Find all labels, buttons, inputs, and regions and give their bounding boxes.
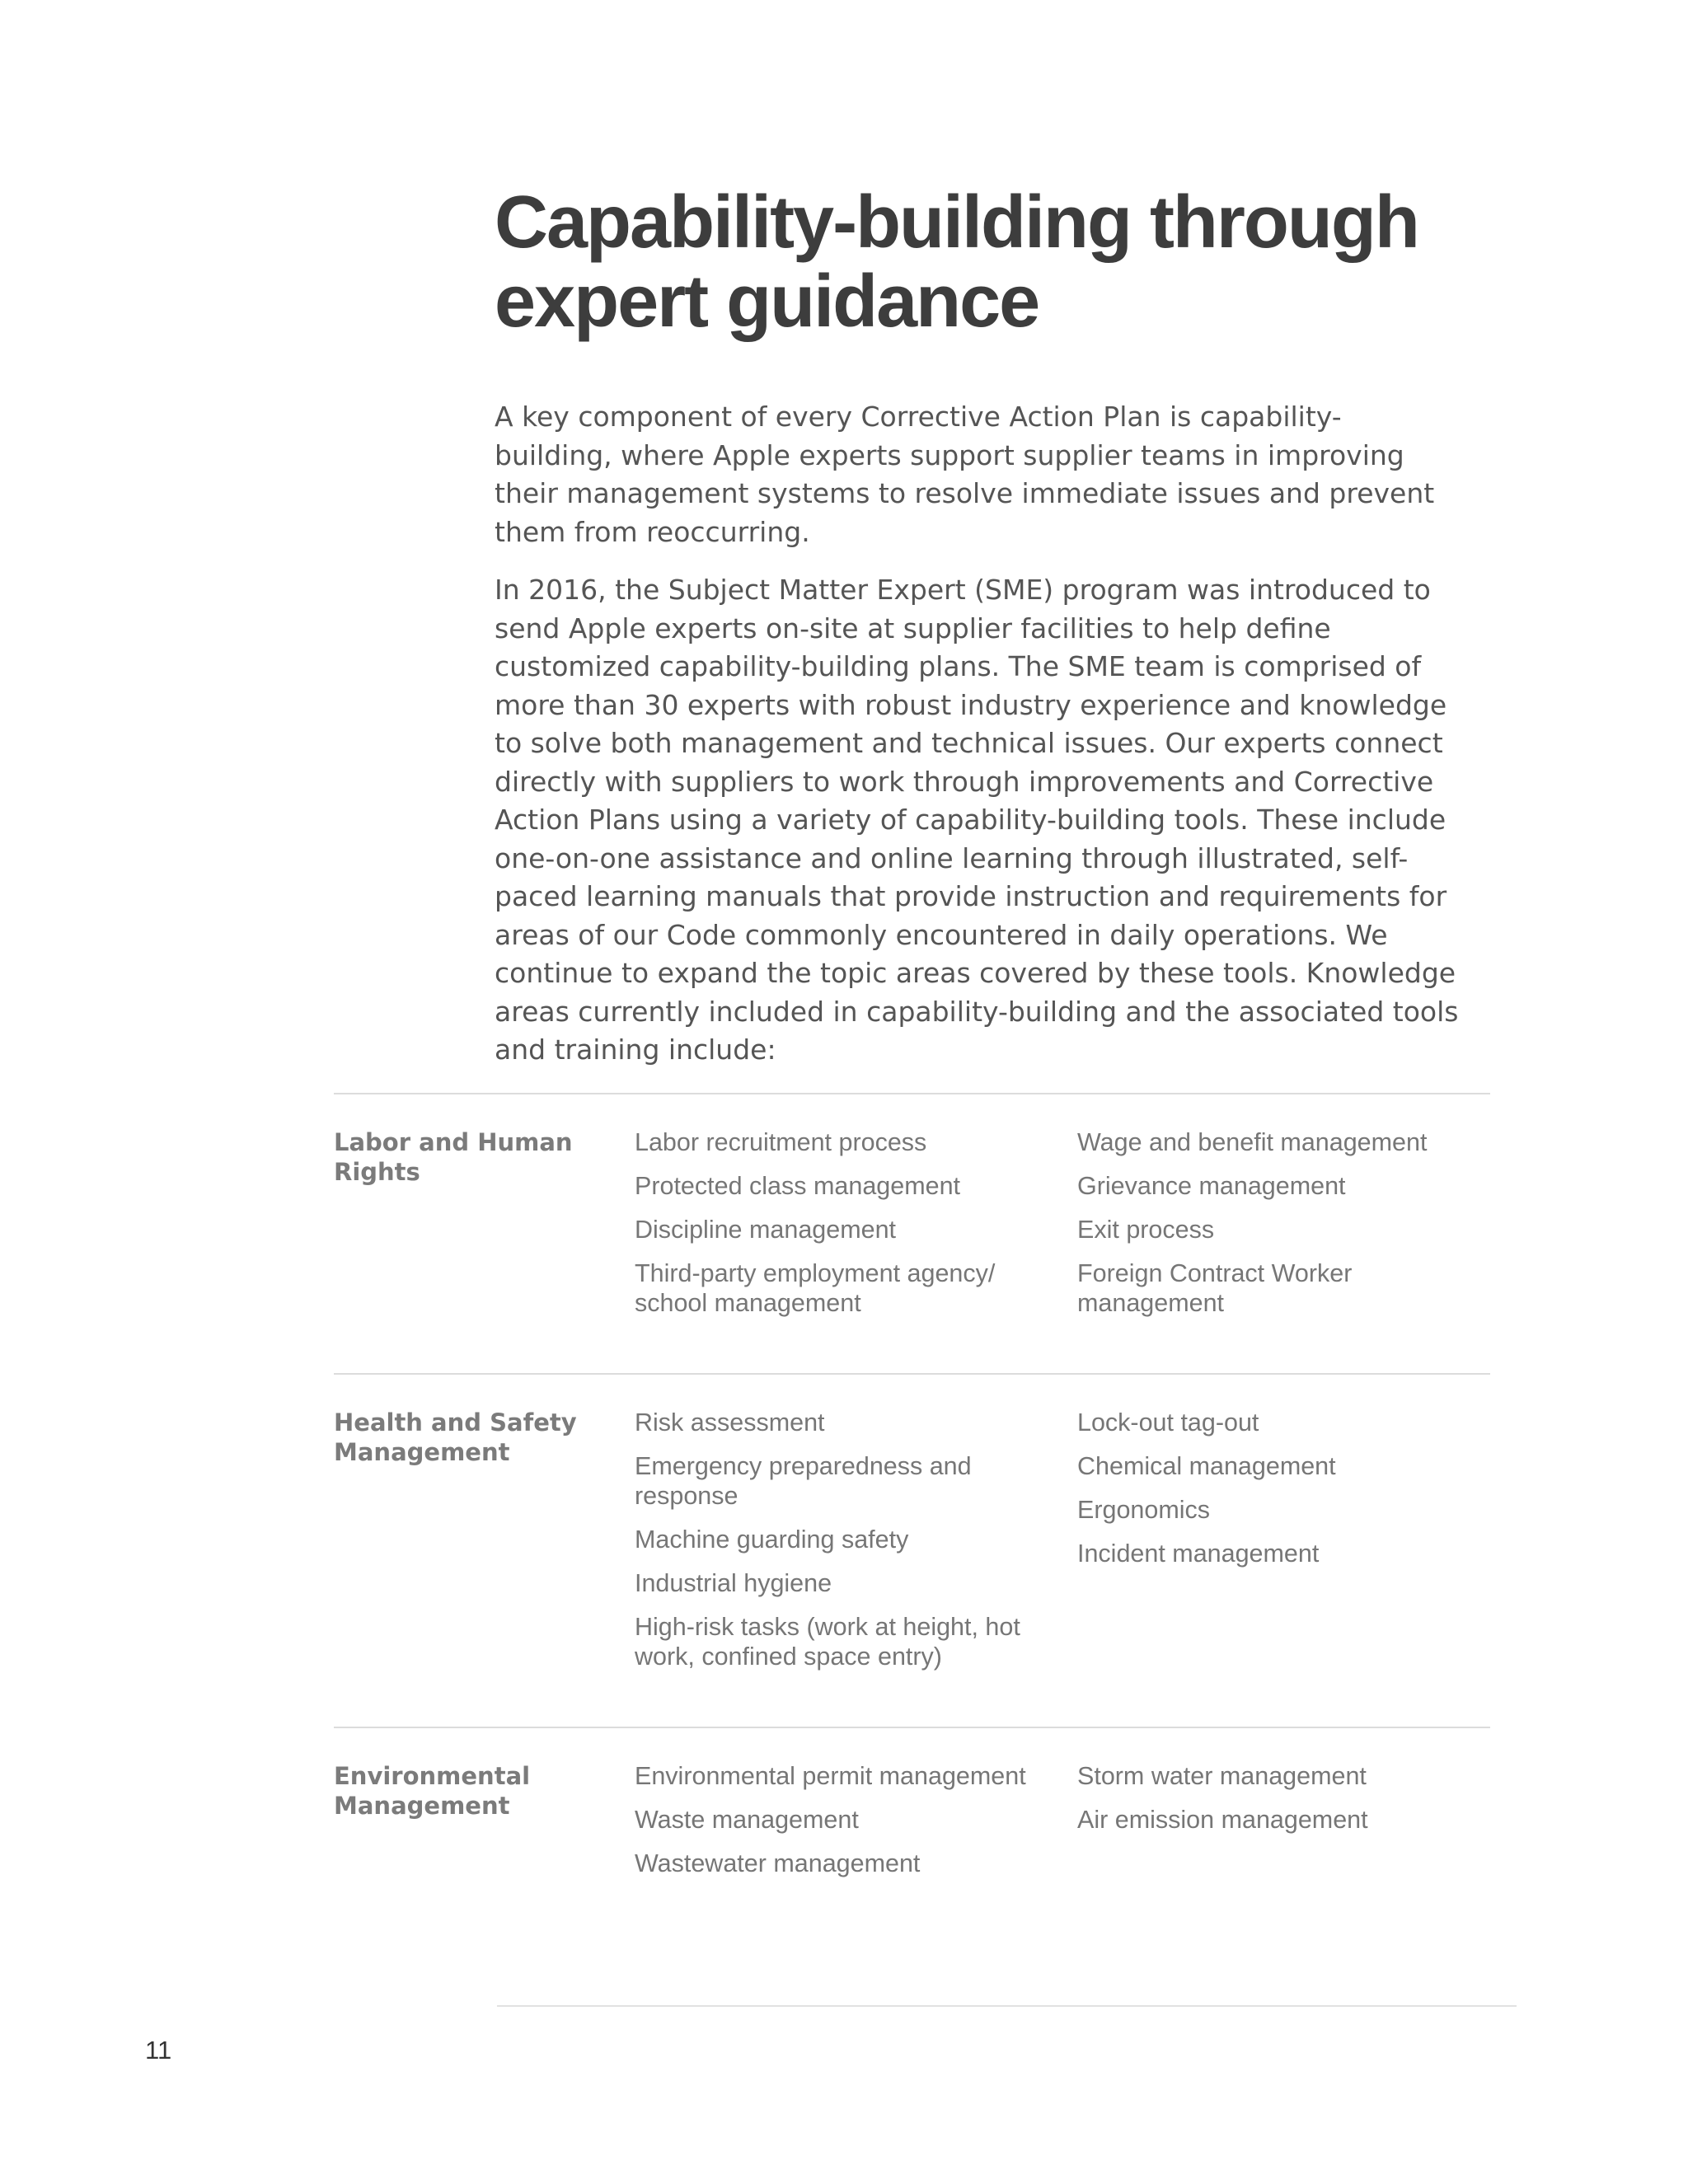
topic-item: High-risk tasks (work at height, hot work, confined space entry) — [635, 1613, 1020, 1671]
section-label: Environmental Management — [334, 1762, 531, 1820]
topic-item: Emergency preparedness and response — [635, 1452, 972, 1510]
topic-list-column-2 — [1077, 1408, 1489, 1582]
topic-item: Protected class management — [635, 1172, 961, 1200]
intro-paragraph-1: A key component of every Corrective Action Plan is capability-building, where Apple experts support supplier teams in improving their management systems to resolve immediate issues and prevent them from reoccurring. — [495, 401, 1435, 548]
topic-item: Environmental permit management — [635, 1762, 1026, 1790]
topic-item: Grievance management — [1077, 1172, 1346, 1200]
section-label: Labor and Human Rights — [334, 1128, 573, 1186]
topic-item: Chemical management — [1077, 1452, 1336, 1480]
page-title: Capability-building through expert guidance — [495, 181, 1418, 343]
section-divider — [334, 1373, 1490, 1375]
topic-list-column-1 — [635, 1761, 1063, 1892]
topic-item: Exit process — [1077, 1216, 1215, 1244]
topic-item: Risk assessment — [635, 1408, 825, 1436]
section-label: Health and Safety Management — [334, 1408, 577, 1466]
intro-paragraph-2: In 2016, the Subject Matter Expert (SME) program was introduced to send Apple experts on-site at supplier facilities to help define customized capability-building plans. The SME team is comprised of more than 30 experts with robust industry experience and knowledge to solve both management and technical issues. Our experts connect directly with suppliers to work through improvements and Corrective Action Plans using a variety of capability-building tools. These include one-on-one assistance and online learning through illustrated, self-paced learning manuals that provide instruction and requirements for areas of our Code commonly encountered in daily operations. We continue to expand the topic areas covered by these tools. Knowledge areas currently included in capability-building and the associated tools and training include: — [495, 574, 1459, 1066]
footer-divider — [497, 2005, 1517, 2007]
topic-item: Industrial hygiene — [635, 1569, 832, 1597]
topic-list-column-2 — [1077, 1127, 1489, 1332]
topic-item: Storm water management — [1077, 1762, 1367, 1790]
topic-item: Wastewater management — [635, 1849, 921, 1877]
topic-item: Ergonomics — [1077, 1496, 1211, 1524]
topic-item: Foreign Contract Worker management — [1077, 1259, 1353, 1317]
topic-item: Wage and benefit management — [1077, 1128, 1428, 1156]
topic-item: Labor recruitment process — [635, 1128, 927, 1156]
topic-item: Waste management — [635, 1806, 859, 1834]
topic-list-column-2 — [1077, 1761, 1489, 1849]
topic-item: Discipline management — [635, 1216, 897, 1244]
topic-item: Third-party employment agency/ school management — [635, 1259, 996, 1317]
topic-item: Air emission management — [1077, 1806, 1368, 1834]
intro-text — [495, 398, 1459, 1090]
topic-list-column-1 — [635, 1127, 1063, 1332]
topic-item: Lock-out tag-out — [1077, 1408, 1259, 1436]
section-divider — [334, 1093, 1490, 1094]
section-divider — [334, 1727, 1490, 1728]
page-number: 11 — [145, 2036, 172, 2064]
topic-item: Machine guarding safety — [635, 1526, 909, 1554]
topic-list-column-1 — [635, 1408, 1063, 1685]
topic-item: Incident management — [1077, 1540, 1320, 1568]
